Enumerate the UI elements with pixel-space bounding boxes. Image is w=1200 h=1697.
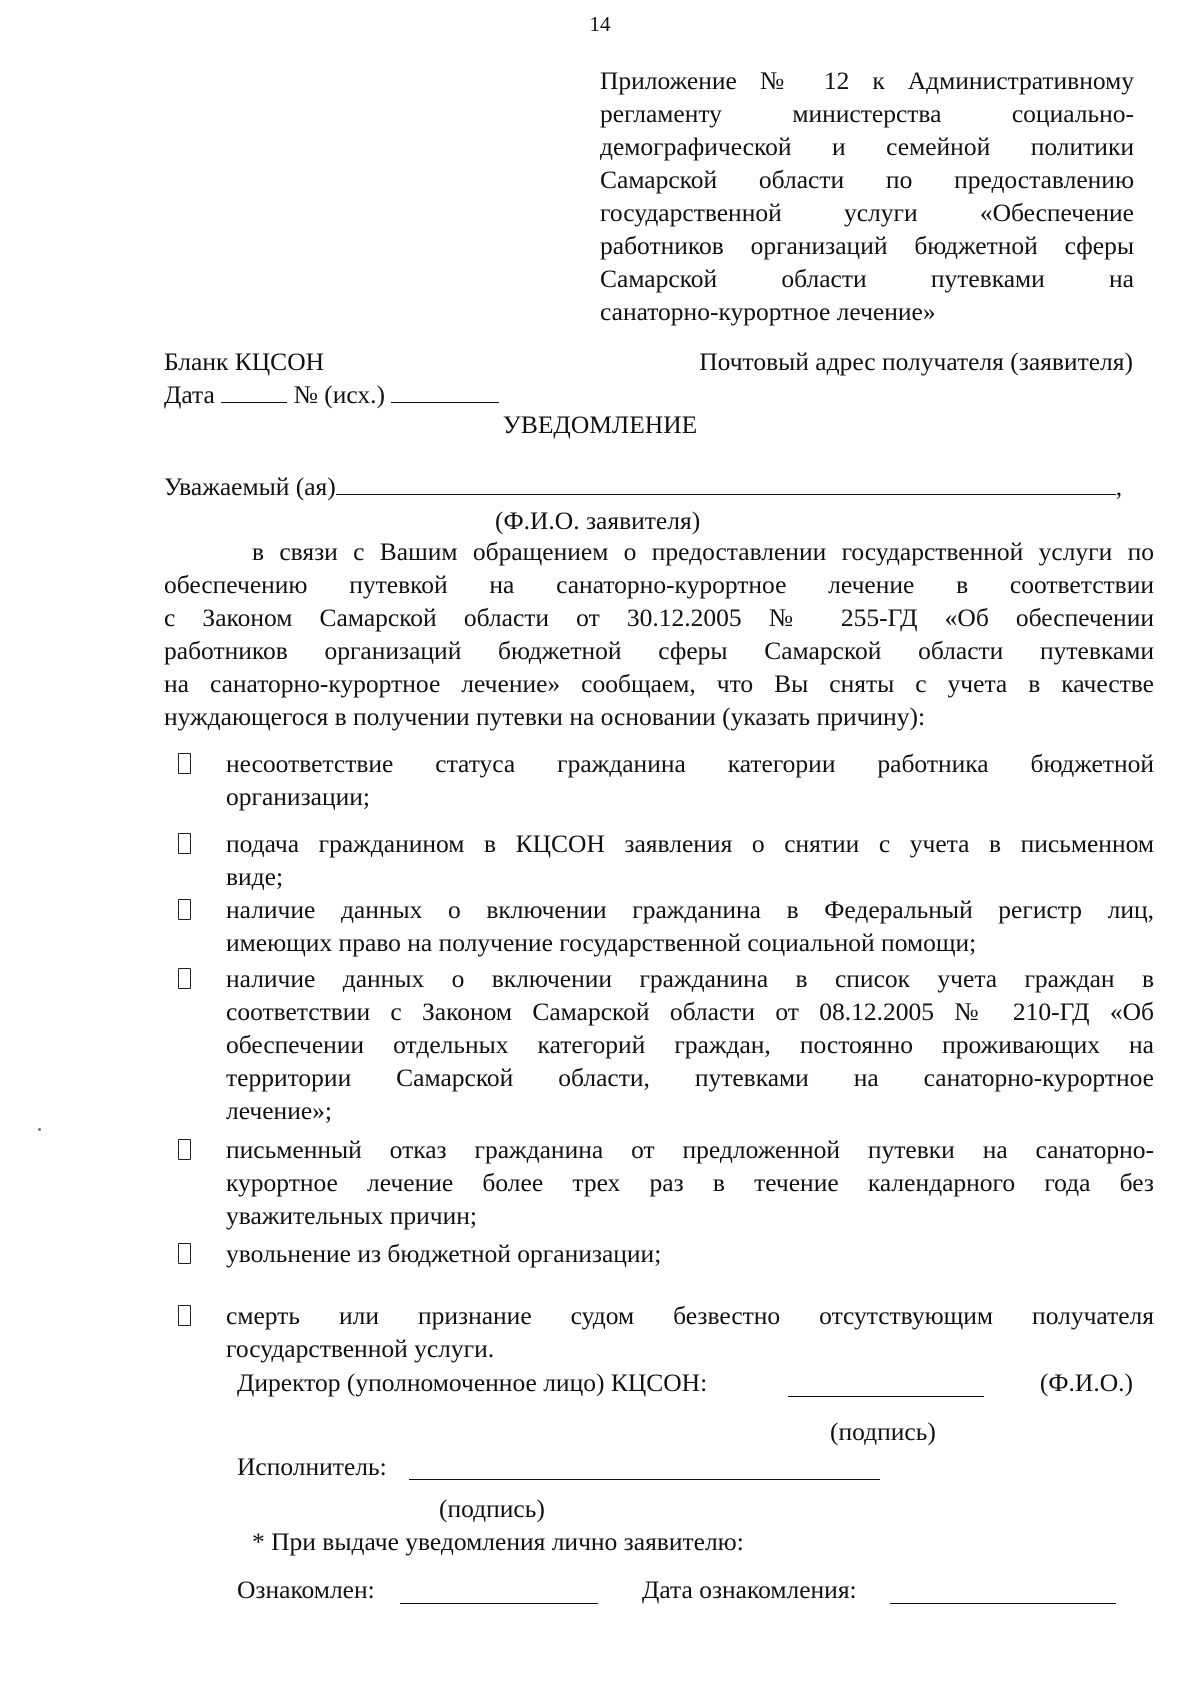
appendix-line: Приложение № 12 к Административному [600, 66, 1134, 95]
executor-label: Исполнитель: [237, 1452, 387, 1481]
fio-caption: (Ф.И.О. заявителя) [495, 506, 701, 535]
acquaint-date-label: Дата ознакомления: [642, 1575, 857, 1604]
appendix-block [600, 64, 1134, 328]
acquainted-signature-blank [400, 1603, 598, 1604]
greeting-label: Уважаемый (ая) [164, 472, 336, 501]
body-line: обеспечению путевкой на санаторно-курортное лечение в соответствии [164, 570, 1154, 599]
reason-line: уважительных причин; [226, 1201, 478, 1230]
reason-option [164, 747, 1154, 813]
blank-label: Бланк КЦСОН [164, 347, 325, 376]
recipient-name-blank [336, 472, 1116, 495]
acquaint-date-blank [890, 1603, 1116, 1604]
body-line: работников организаций бюджетной сферы Самарской области путевками [164, 636, 1154, 665]
reason-checkbox[interactable] [178, 968, 191, 989]
reason-line: курортное лечение более трех раз в течение календарного года без [226, 1168, 1154, 1197]
date-number-line [164, 380, 499, 410]
reason-checkbox[interactable] [178, 753, 191, 774]
reason-checkbox[interactable] [178, 1243, 191, 1264]
director-fio-label: (Ф.И.О.) [1039, 1368, 1133, 1397]
postal-address-label: Почтовый адрес получателя (заявителя) [699, 347, 1133, 376]
reason-line: виде; [226, 862, 284, 891]
reason-option [164, 1237, 1154, 1270]
reason-line: лечение»; [226, 1096, 332, 1125]
body-line: на санаторно-курортное лечение» сообщаем, что Вы сняты с учета в качестве [164, 669, 1154, 698]
greeting-end-mark: , [1115, 472, 1123, 501]
reason-line: соответствии с Законом Самарской области от 08.12.2005 № 210-ГД «Об [226, 997, 1154, 1026]
reason-line: смерть или признание судом безвестно отсутствующим получателя [226, 1301, 1154, 1330]
reason-line: государственной услуги. [226, 1334, 495, 1363]
greeting-line [164, 472, 1122, 502]
appendix-line: регламенту министерства социально- [600, 99, 1134, 128]
appendix-line: Самарской области путевками на [600, 264, 1134, 293]
delivery-footnote: * При выдаче уведомления лично заявителю: [252, 1527, 744, 1556]
reason-line: обеспечении отдельных категорий граждан, постоянно проживающих на [226, 1030, 1154, 1059]
scan-speck [38, 1128, 41, 1131]
date-blank [221, 380, 287, 403]
body-line: нуждающегося в получении путевки на основании (указать причину): [164, 702, 926, 731]
notice-body [164, 535, 1154, 733]
reason-line: увольнение из бюджетной организации; [226, 1239, 662, 1268]
appendix-line: работников организаций бюджетной сферы [600, 231, 1134, 260]
reason-line: наличие данных о включении гражданина в Федеральный регистр лиц, [226, 895, 1154, 924]
appendix-line: санаторно-курортное лечение» [600, 297, 936, 326]
reason-option [164, 893, 1154, 959]
page-number: 14 [589, 12, 611, 36]
appendix-line: Самарской области по предоставлению [600, 165, 1134, 194]
reason-line: письменный отказ гражданина от предложенной путевки на санаторно- [226, 1135, 1154, 1164]
reason-line: территории Самарской области, путевками на санаторно-курортное [226, 1063, 1154, 1092]
reason-option [164, 827, 1154, 893]
body-line: с Законом Самарской области от 30.12.2005 № 255-ГД «Об обеспечении [164, 603, 1154, 632]
reason-line: подача гражданином в КЦСОН заявления о снятии с учета в письменном [226, 829, 1154, 858]
executor-blank [409, 1479, 880, 1480]
reason-line: несоответствие статуса гражданина категории работника бюджетной [226, 749, 1154, 778]
body-line: в связи с Вашим обращением о предоставлении государственной услуги по [252, 537, 1154, 566]
number-blank [391, 380, 499, 403]
reason-option [164, 1133, 1154, 1232]
reason-checkbox[interactable] [178, 899, 191, 920]
reason-checkbox[interactable] [178, 1139, 191, 1160]
reason-checkbox[interactable] [178, 833, 191, 854]
reason-line: имеющих право на получение государственной социальной помощи; [226, 928, 977, 957]
director-signature-blank [788, 1396, 984, 1397]
acquainted-label: Ознакомлен: [237, 1575, 375, 1604]
document-title: УВЕДОМЛЕНИЕ [502, 410, 698, 439]
number-label: № (исх.) [293, 380, 386, 409]
appendix-line: демографической и семейной политики [600, 132, 1134, 161]
director-label: Директор (уполномоченное лицо) КЦСОН: [237, 1368, 708, 1397]
date-label: Дата [164, 380, 215, 409]
reason-checkbox[interactable] [178, 1305, 191, 1326]
reason-option [164, 962, 1154, 1127]
reason-line: наличие данных о включении гражданина в список учета граждан в [226, 964, 1154, 993]
reason-line: организации; [226, 782, 370, 811]
reason-option [164, 1299, 1154, 1365]
executor-signature-caption: (подпись) [439, 1494, 545, 1523]
signature-caption: (подпись) [830, 1417, 936, 1446]
appendix-line: государственной услуги «Обеспечение [600, 198, 1134, 227]
